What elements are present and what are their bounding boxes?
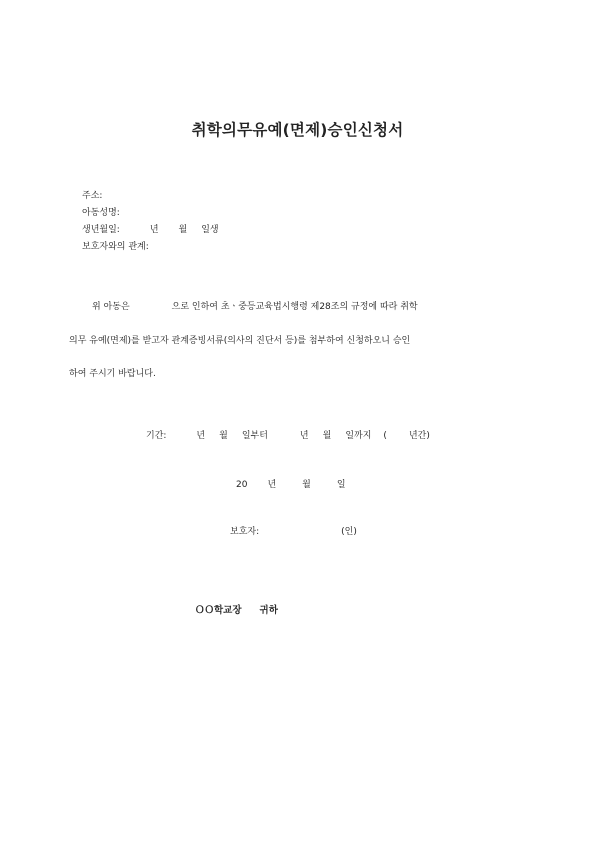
guardian-seal: (인) bbox=[341, 527, 357, 537]
guardian-label: 보호자: bbox=[230, 527, 260, 537]
date-century: 20 bbox=[236, 480, 248, 490]
period-day-from: 일부터 bbox=[241, 431, 268, 441]
recipient-school: ＯＯ학교장 bbox=[195, 605, 242, 616]
birth-year-unit: 년 bbox=[149, 225, 159, 235]
period-years: 년간) bbox=[408, 431, 430, 441]
body-line-1-prefix: 위 아동은 bbox=[92, 302, 130, 312]
period-month-1: 월 bbox=[219, 431, 228, 441]
guardian-row bbox=[230, 524, 357, 537]
recipient-row bbox=[195, 602, 278, 616]
period-year-2: 년 bbox=[299, 431, 309, 441]
period-year-1: 년 bbox=[196, 431, 206, 441]
recipient-honorific: 귀하 bbox=[259, 605, 278, 616]
relation-label: 보호자와의 관계: bbox=[82, 242, 149, 252]
birth-day-unit: 일생 bbox=[201, 225, 219, 235]
address-label: 주소: bbox=[82, 191, 103, 201]
date-year-unit: 년 bbox=[267, 480, 277, 490]
body-line-3: 하여 주시기 바랍니다. bbox=[69, 369, 156, 379]
birth-month-unit: 월 bbox=[178, 225, 188, 235]
child-name-label: 아동성명: bbox=[82, 208, 120, 218]
birth-date-label: 생년월일: bbox=[82, 225, 120, 235]
body-line-1-suffix: 으로 인하여 초ㆍ중등교육법시행령 제28조의 규정에 따라 취학 bbox=[171, 302, 418, 312]
date-row bbox=[236, 477, 346, 490]
birth-date-row bbox=[82, 222, 219, 235]
date-month-unit: 월 bbox=[302, 480, 311, 490]
period-label: 기간: bbox=[146, 431, 167, 441]
date-day-unit: 일 bbox=[336, 480, 346, 490]
body-line-1 bbox=[92, 299, 418, 312]
period-day-to: 일까지 bbox=[345, 431, 372, 441]
period-paren-open: ( bbox=[383, 431, 387, 441]
body-line-2: 의무 유예(면제)를 받고자 관계증빙서류(의사의 진단서 등)를 첨부하여 신청하오니 승인 bbox=[69, 336, 411, 346]
period-month-2: 월 bbox=[322, 431, 332, 441]
document-title: 취학의무유예(면제)승인신청서 bbox=[191, 121, 404, 139]
period-row bbox=[146, 428, 430, 441]
